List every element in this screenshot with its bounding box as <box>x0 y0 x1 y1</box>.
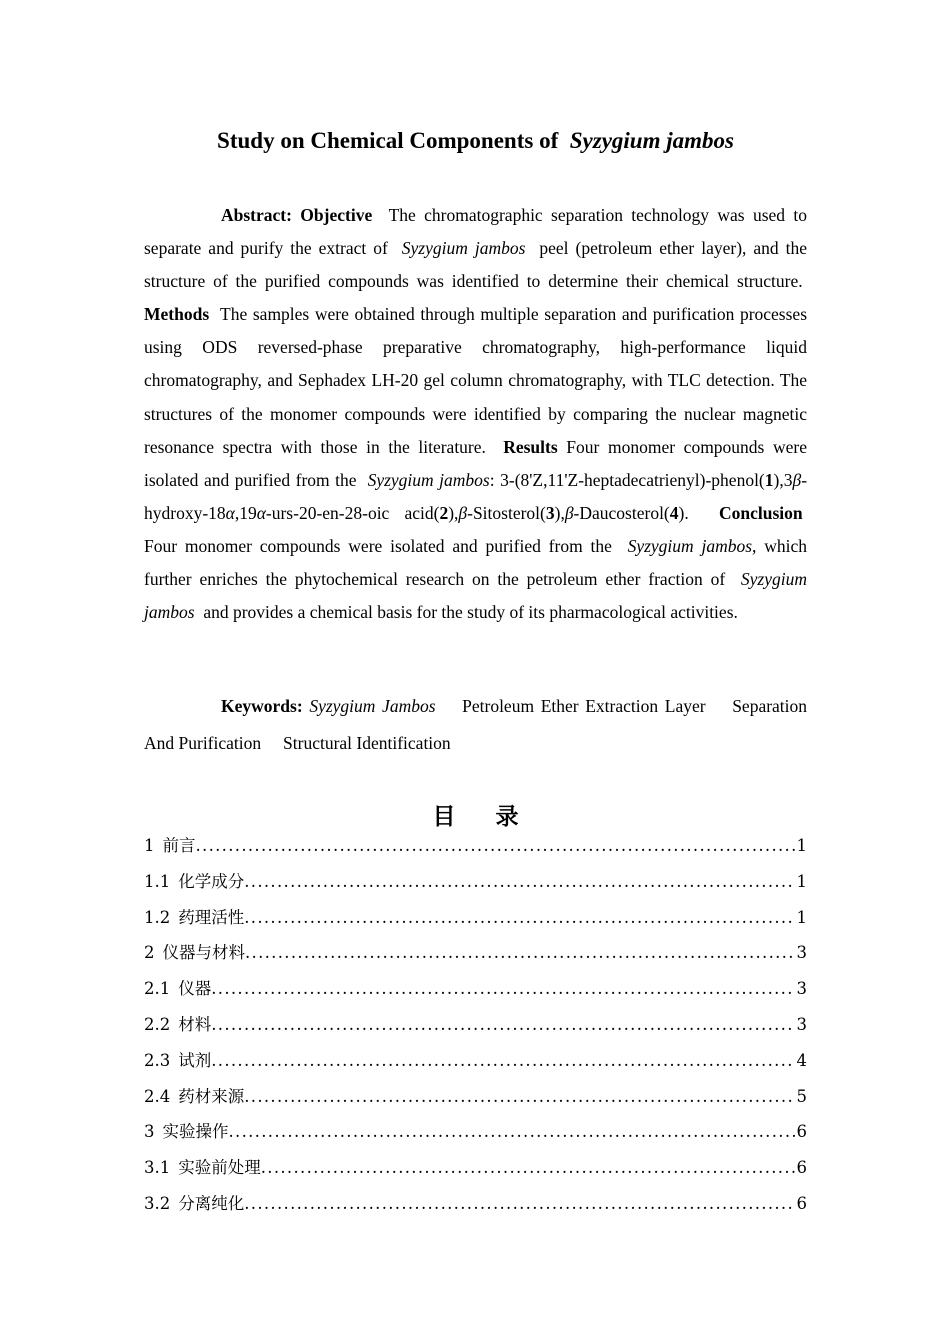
toc-entry-title: 前言 <box>162 836 196 855</box>
toc-entry-title: 分离纯化 <box>178 1193 245 1213</box>
results-text: ), <box>448 502 459 523</box>
keyword: Petroleum Ether Extraction Layer <box>462 696 706 716</box>
toc-entry-title: 仪器 <box>178 979 212 999</box>
compound-number: 3 <box>545 502 555 523</box>
results-text: -hydroxy-18 <box>144 469 808 523</box>
toc-entry-number: 1.1 <box>144 871 171 891</box>
objective-label: Objective <box>300 205 373 225</box>
toc-entry-number: 2.4 <box>144 1086 171 1106</box>
greek-beta: β <box>792 469 802 490</box>
results-text: ),3 <box>773 469 793 490</box>
species-name: Syzygium jambos <box>401 238 526 259</box>
results-text: -Daucosterol( <box>573 502 670 523</box>
toc-entry-page: 1 <box>796 907 807 927</box>
toc-entry-title: 仪器与材料 <box>162 943 245 963</box>
keyword: Structural Identification <box>283 733 451 753</box>
paper-title <box>144 125 807 157</box>
results-text: -urs-20-en-28-oic acid( <box>265 502 440 523</box>
toc-entry-page: 6 <box>796 1193 807 1213</box>
toc-entry-page: 1 <box>796 836 807 855</box>
toc-entry-page: 6 <box>796 1158 807 1178</box>
objective-text: The chromatographic separation technology was used to separate and purify the extract of <box>144 205 807 259</box>
methods-text: The samples were obtained through multiple separation and purification processes using ODS reversed-phase preparative chromatography, high-performance liquid chromatography, and Sephadex LH-20 gel column chromatography, with TLC detection. The structures of the monomer compounds were identified by comparing the nuclear magnetic resonance spectra with those in the literature. <box>144 304 807 457</box>
toc-entry-page: 3 <box>796 979 807 999</box>
toc-entry-page: 1 <box>796 871 807 891</box>
abstract-label: Abstract: <box>221 205 292 225</box>
keywords-section <box>144 688 807 762</box>
compound-number: 4 <box>669 502 679 523</box>
toc-leader-dots <box>245 935 795 971</box>
results-text: -Sitosterol( <box>467 502 546 523</box>
results-text: Four monomer compounds were isolated and purified from the <box>144 436 808 490</box>
toc-entry-page: 3 <box>796 1014 807 1034</box>
toc-entry-number: 2 <box>144 943 155 963</box>
toc-entry[interactable] <box>144 864 807 900</box>
species-name: Syzygium jambos <box>627 535 753 556</box>
table-of-contents <box>144 828 807 1222</box>
toc-entry-page: 4 <box>796 1050 807 1070</box>
toc-entry-number: 3.1 <box>144 1158 171 1178</box>
toc-entry[interactable] <box>144 1007 807 1043</box>
toc-leader-dots <box>244 900 794 936</box>
toc-entry-title: 药理活性 <box>178 907 245 927</box>
toc-entry-title: 实验前处理 <box>178 1158 261 1178</box>
keyword: Separation And Purification <box>144 696 808 753</box>
greek-alpha: α <box>225 502 235 523</box>
toc-leader-dots <box>211 1007 794 1043</box>
toc-entry[interactable] <box>144 971 807 1007</box>
title-prefix: Study on Chemical Components of <box>217 128 559 153</box>
toc-entry[interactable] <box>144 900 807 936</box>
toc-entry[interactable] <box>144 828 807 864</box>
toc-entry[interactable] <box>144 1043 807 1079</box>
toc-leader-dots <box>211 1043 794 1079</box>
toc-entry-page: 3 <box>796 943 807 963</box>
toc-entry[interactable] <box>144 935 807 971</box>
toc-leader-dots <box>244 1079 794 1115</box>
keywords-label: Keywords: <box>221 696 303 716</box>
toc-entry[interactable] <box>144 1186 807 1222</box>
toc-entry[interactable] <box>144 1114 807 1150</box>
toc-entry-page: 6 <box>796 1122 807 1142</box>
toc-entry-number: 2.1 <box>144 979 171 999</box>
greek-beta: β <box>458 502 468 523</box>
results-text: ). <box>678 502 689 523</box>
toc-entry-title: 药材来源 <box>178 1086 245 1106</box>
toc-entry-title: 试剂 <box>178 1050 212 1070</box>
toc-leader-dots <box>196 828 795 864</box>
compound-number: 1 <box>764 469 774 490</box>
title-species: Syzygium jambos <box>569 128 734 153</box>
conclusion-text: Four monomer compounds were isolated and purified from the <box>144 535 612 556</box>
toc-entry-number: 1 <box>144 836 155 855</box>
toc-entry[interactable] <box>144 1079 807 1115</box>
toc-heading: 目录 <box>432 804 559 830</box>
toc-entry-number: 2.3 <box>144 1050 171 1070</box>
toc-entry-title: 化学成分 <box>178 871 245 891</box>
species-name: Syzygium jambos <box>144 569 807 623</box>
toc-leader-dots <box>229 1114 795 1150</box>
results-text: : 3-(8'Z,11'Z-heptadecatrienyl)-phenol( <box>489 469 765 490</box>
results-label: Results <box>503 436 558 457</box>
conclusion-text: and provides a chemical basis for the study of its pharmacological activities. <box>203 602 738 623</box>
keyword: Syzygium Jambos <box>309 696 436 716</box>
toc-entry-number: 3.2 <box>144 1193 171 1213</box>
toc-entry-number: 1.2 <box>144 907 171 927</box>
greek-alpha: α <box>256 502 266 523</box>
conclusion-text: , which further enriches the phytochemical research on the petroleum ether fraction of <box>144 535 808 590</box>
toc-entry[interactable] <box>144 1150 807 1186</box>
results-text: ), <box>554 502 565 523</box>
species-name: Syzygium jambos <box>367 469 490 490</box>
toc-leader-dots <box>244 864 794 900</box>
abstract-section <box>144 199 807 629</box>
toc-leader-dots <box>211 971 794 1007</box>
toc-entry-number: 3 <box>144 1122 155 1142</box>
toc-entry-title: 实验操作 <box>162 1122 229 1142</box>
toc-leader-dots <box>261 1150 795 1186</box>
toc-leader-dots <box>244 1186 794 1222</box>
toc-entry-title: 材料 <box>178 1014 212 1034</box>
toc-entry-number: 2.2 <box>144 1014 171 1034</box>
conclusion-label: Conclusion <box>719 502 803 523</box>
results-text: ,19 <box>234 502 257 523</box>
greek-beta: β <box>564 502 574 523</box>
compound-number: 2 <box>439 502 449 523</box>
methods-label: Methods <box>144 304 210 325</box>
toc-entry-page: 5 <box>796 1086 807 1106</box>
objective-text-cont: peel (petroleum ether layer), and the structure of the purified compounds was identified to determine their chemical structure. <box>144 238 808 292</box>
